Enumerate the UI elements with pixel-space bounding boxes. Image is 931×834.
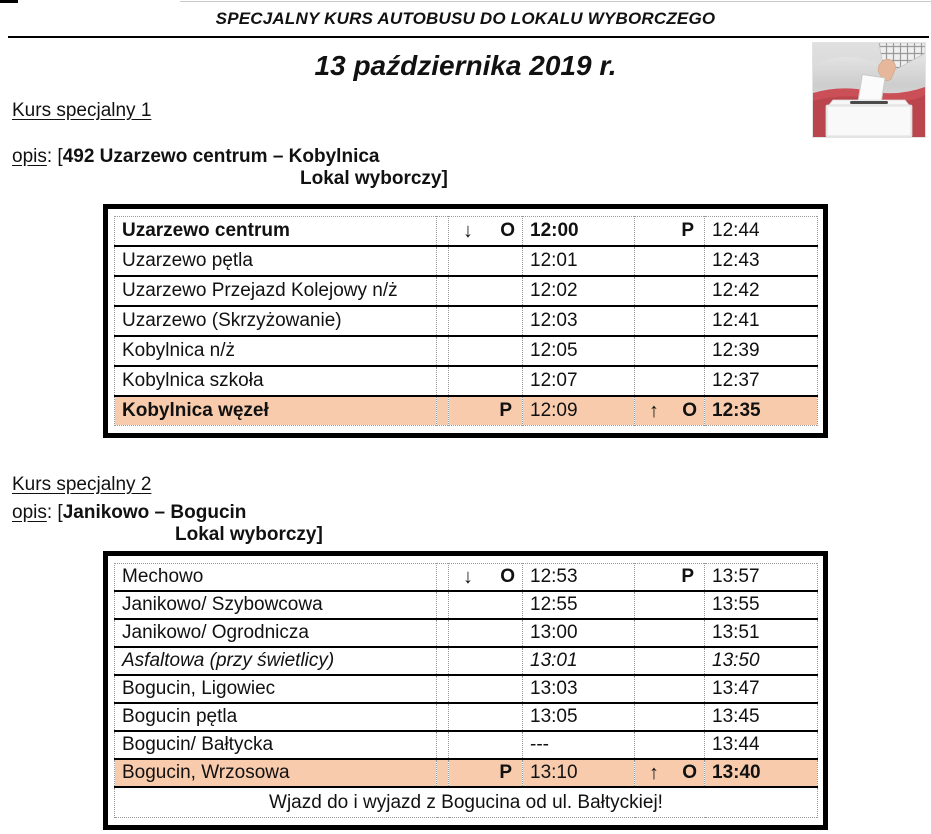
course1-heading: Kurs specjalny 1 <box>12 100 152 121</box>
course1-route-line2: Lokal wyborczy <box>300 168 442 189</box>
departure-time: 12:02 <box>523 276 635 306</box>
opis-label: opis <box>12 146 47 167</box>
stop-name: Uzarzewo centrum <box>115 217 437 247</box>
ballot-box-image <box>813 43 925 137</box>
course2-heading: Kurs specjalny 2 <box>12 474 152 495</box>
origin-symbol: O <box>500 220 515 241</box>
title-divider <box>8 36 929 38</box>
departure-time: 12:07 <box>523 366 635 396</box>
table-row <box>115 336 818 366</box>
stop-name: Bogucin/ Bałtycka <box>115 731 437 759</box>
opis-separator: : [ <box>46 502 63 523</box>
course2-description <box>12 502 931 546</box>
footer-note: Wjazd do i wyjazd z Bogucina od ul. Bałtyckiej! <box>115 787 818 818</box>
opis-label: opis <box>12 502 47 523</box>
table-row <box>115 619 818 647</box>
timetable-1 <box>103 204 828 438</box>
return-time: 13:47 <box>705 675 818 703</box>
scan-top-line <box>180 1 931 2</box>
stop-name: Kobylnica szkoła <box>115 366 437 396</box>
ballot-box-shape <box>826 100 912 137</box>
table-footer-row <box>115 787 818 818</box>
departure-time: 12:53 <box>523 564 635 592</box>
table-row <box>115 647 818 675</box>
return-time: 12:37 <box>705 366 818 396</box>
scan-corner-mark <box>0 0 18 3</box>
stop-name: Mechowo <box>115 564 437 592</box>
stop-name: Kobylnica n/ż <box>115 336 437 366</box>
table-row-highlighted <box>115 759 818 787</box>
down-arrow-icon: ↓ <box>463 219 473 242</box>
departure-time: --- <box>523 731 635 759</box>
stop-name: Kobylnica węzeł <box>115 396 437 426</box>
departure-time: 12:03 <box>523 306 635 336</box>
up-arrow-icon: ↑ <box>649 399 659 422</box>
bracket-close: ] <box>316 524 323 545</box>
stop-name: Bogucin, Wrzosowa <box>115 759 437 787</box>
departure-time: 13:03 <box>523 675 635 703</box>
departure-time: 12:00 <box>523 217 635 247</box>
course2-route: Janikowo – Bogucin <box>62 502 247 523</box>
return-time: 13:57 <box>705 564 818 592</box>
stop-name: Uzarzewo Przejazd Kolejowy n/ż <box>115 276 437 306</box>
table-row <box>115 591 818 619</box>
terminus-symbol: P <box>681 220 694 241</box>
departure-time: 12:05 <box>523 336 635 366</box>
stop-name: Janikowo/ Ogrodnicza <box>115 619 437 647</box>
course1-description <box>12 146 931 190</box>
return-time: 12:35 <box>705 396 818 426</box>
departure-time: 12:01 <box>523 246 635 276</box>
table-row <box>115 306 818 336</box>
bracket-close: ] <box>441 168 448 189</box>
stop-name: Bogucin, Ligowiec <box>115 675 437 703</box>
terminus-symbol: P <box>499 400 512 421</box>
stop-name: Bogucin pętla <box>115 703 437 731</box>
table-row <box>115 731 818 759</box>
stop-name: Asfaltowa (przy świetlicy) <box>115 647 437 675</box>
down-arrow-icon: ↓ <box>463 565 473 588</box>
return-time: 12:44 <box>705 217 818 247</box>
terminus-symbol: P <box>681 566 694 587</box>
stop-name: Janikowo/ Szybowcowa <box>115 591 437 619</box>
document-date: 13 października 2019 r. <box>314 50 617 81</box>
return-time: 13:45 <box>705 703 818 731</box>
departure-time: 13:05 <box>523 703 635 731</box>
return-time: 13:40 <box>705 759 818 787</box>
table-row <box>115 564 818 592</box>
table-row <box>115 217 818 247</box>
up-arrow-icon: ↑ <box>649 761 659 784</box>
return-time: 13:51 <box>705 619 818 647</box>
table-row <box>115 366 818 396</box>
course2-route-line2: Lokal wyborczy <box>175 524 317 545</box>
return-time: 12:43 <box>705 246 818 276</box>
return-time: 13:44 <box>705 731 818 759</box>
origin-symbol: O <box>682 400 697 421</box>
departure-time: 12:09 <box>523 396 635 426</box>
departure-time: 13:01 <box>523 647 635 675</box>
return-time: 12:42 <box>705 276 818 306</box>
origin-symbol: O <box>682 762 697 783</box>
departure-time: 13:00 <box>523 619 635 647</box>
return-time: 13:55 <box>705 591 818 619</box>
table-row-highlighted <box>115 396 818 426</box>
timetable-2 <box>103 551 828 830</box>
table-row <box>115 703 818 731</box>
opis-separator: : [ <box>46 146 63 167</box>
departure-time: 13:10 <box>523 759 635 787</box>
table-row <box>115 276 818 306</box>
return-time: 12:39 <box>705 336 818 366</box>
document-title: SPECJALNY KURS AUTOBUSU DO LOKALU WYBORCZEGO <box>215 9 716 28</box>
table-row <box>115 246 818 276</box>
table-row <box>115 675 818 703</box>
return-time: 12:41 <box>705 306 818 336</box>
departure-time: 12:55 <box>523 591 635 619</box>
terminus-symbol: P <box>499 762 512 783</box>
stop-name: Uzarzewo (Skrzyżowanie) <box>115 306 437 336</box>
stop-name: Uzarzewo pętla <box>115 246 437 276</box>
return-time: 13:50 <box>705 647 818 675</box>
course1-route: 492 Uzarzewo centrum – Kobylnica <box>62 146 380 167</box>
origin-symbol: O <box>500 566 515 587</box>
